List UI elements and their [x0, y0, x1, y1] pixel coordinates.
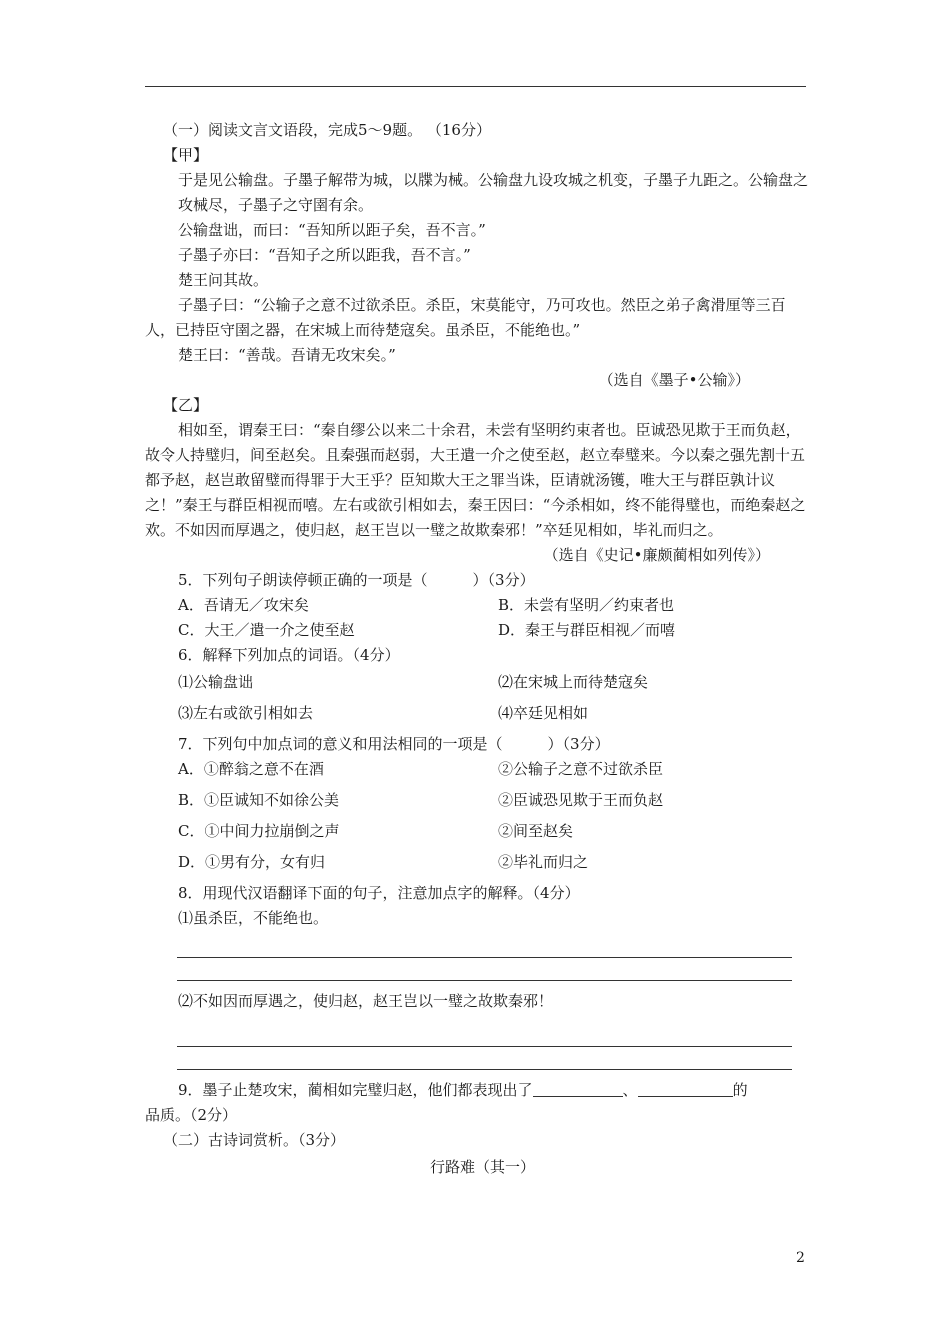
q6-item-2: ⑵在宋城上而待楚寇矣	[498, 673, 649, 691]
q5-stem: 5．下列句子朗读停顿正确的一项是（ ）（3分）	[178, 571, 535, 589]
section2-heading: （二）古诗词赏析。（3分）	[163, 1131, 346, 1149]
q7-option-d2: ②毕礼而归之	[498, 853, 589, 871]
q5-option-d: D．秦王与群臣相视／而嘻	[498, 621, 676, 639]
q7-option-b1: B．①臣诚知不如徐公美	[178, 791, 340, 809]
q8-answer-line-4[interactable]	[177, 1047, 792, 1070]
poem-title: 行路难（其一）	[429, 1158, 535, 1176]
q6-item-4: ⑷卒廷见相如	[498, 704, 589, 722]
q7-option-a2: ②公输子之意不过欲杀臣	[498, 760, 664, 778]
page-number: 2	[796, 1250, 805, 1266]
q9-blank-1[interactable]	[533, 1081, 623, 1097]
q5-option-a: A．吾请无／攻宋矣	[178, 596, 309, 614]
q5-option-c: C．大王／遣一介之使至赵	[178, 621, 355, 639]
q6-row-1	[145, 670, 810, 695]
q7-option-d1: D．①男有分，女有归	[178, 853, 326, 871]
yi-paragraph: 相如至，谓秦王曰：“秦自缪公以来二十余君，未尝有坚明约束者也。臣诚恐见欺于王而负赵，故令人持璧归，间至赵矣。且秦强而赵弱，大王遣一介之使至赵，赵立奉璧来。今以秦之强先割十五都予赵，赵岂敢留璧而得罪于大王乎？臣知欺大王之罪当诛，臣请就汤镬，唯大王与群臣孰计议之！”秦王与群臣相视而嘻。左右或欲引相如去，秦王因曰：“今杀相如，终不能得璧也，而绝秦赵之欢。不如因而厚遇之，使归赵，赵王岂以一璧之故欺秦邪！”卒廷见相如，毕礼而归之。	[145, 421, 806, 539]
q7-row-d	[145, 850, 810, 875]
q8-answer-line-1[interactable]	[177, 935, 792, 958]
q8-answer-line-2[interactable]	[177, 958, 792, 981]
jia-paragraph-4: 楚王问其故。	[178, 271, 269, 289]
yi-source: （选自《史记•廉颇蔺相如列传》）	[543, 546, 770, 564]
jia-source: （选自《墨子•公输》）	[598, 371, 750, 389]
q7-row-c	[145, 819, 810, 844]
q7-option-a1: A．①醉翁之意不在酒	[178, 760, 324, 778]
q7-option-c1: C．①中间力拉崩倒之声	[178, 822, 340, 840]
q7-stem: 7．下列句中加点词的意义和用法相同的一项是（ ）（3分）	[178, 735, 610, 753]
q6-row-2	[145, 701, 810, 726]
q5-options-row-2	[145, 618, 810, 643]
q9-blank-2[interactable]	[638, 1081, 733, 1097]
header-rule	[145, 86, 806, 87]
document-page	[145, 118, 810, 1180]
yi-label: 【乙】	[163, 396, 209, 414]
jia-label: 【甲】	[163, 146, 209, 164]
q7-option-c2: ②间至赵矣	[498, 822, 574, 840]
q6-stem: 6．解释下列加点的词语。（4分）	[178, 646, 400, 664]
jia-paragraph-5: 子墨子曰：“公输子之意不过欲杀臣。杀臣，宋莫能守，乃可攻也。然臣之弟子禽滑厘等三百人，已持臣守圉之器，在宋城上而待楚寇矣。虽杀臣，不能绝也。”	[145, 296, 786, 339]
jia-paragraph-1: 于是见公输盘。子墨子解带为城，以牒为械。公输盘九设攻城之机变，子墨子九距之。公输盘之攻械尽，子墨子之守圉有余。	[178, 171, 809, 214]
q6-item-3: ⑶左右或欲引相如去	[178, 704, 314, 722]
q5-options-row-1	[145, 593, 810, 618]
q8-sentence-2: ⑵不如因而厚遇之，使归赵，赵王岂以一璧之故欺秦邪！	[178, 992, 554, 1010]
q6-item-1: ⑴公输盘诎	[178, 673, 254, 691]
q7-row-b	[145, 788, 810, 813]
jia-paragraph-2: 公输盘诎，而曰：“吾知所以距子矣，吾不言。”	[178, 221, 486, 239]
q8-answer-line-3[interactable]	[177, 1024, 792, 1047]
q8-sentence-1: ⑴虽杀臣，不能绝也。	[178, 909, 329, 927]
section1-heading: （一）阅读文言文语段，完成5～9题。 （16分）	[163, 121, 491, 139]
q5-option-b: B．未尝有坚明／约束者也	[498, 596, 675, 614]
jia-paragraph-3: 子墨子亦曰：“吾知子之所以距我，吾不言。”	[178, 246, 471, 264]
q8-stem: 8．用现代汉语翻译下面的句子，注意加点字的解释。（4分）	[178, 884, 580, 902]
q7-row-a	[145, 757, 810, 782]
q9-line-2: 品质。（2分）	[145, 1106, 238, 1124]
jia-paragraph-6: 楚王曰：“善哉。吾请无攻宋矣。”	[178, 346, 396, 364]
q9-stem: 9．墨子止楚攻宋，蔺相如完璧归赵，他们都表现出了 、 的	[178, 1081, 748, 1099]
q7-option-b2: ②臣诚恐见欺于王而负赵	[498, 791, 664, 809]
